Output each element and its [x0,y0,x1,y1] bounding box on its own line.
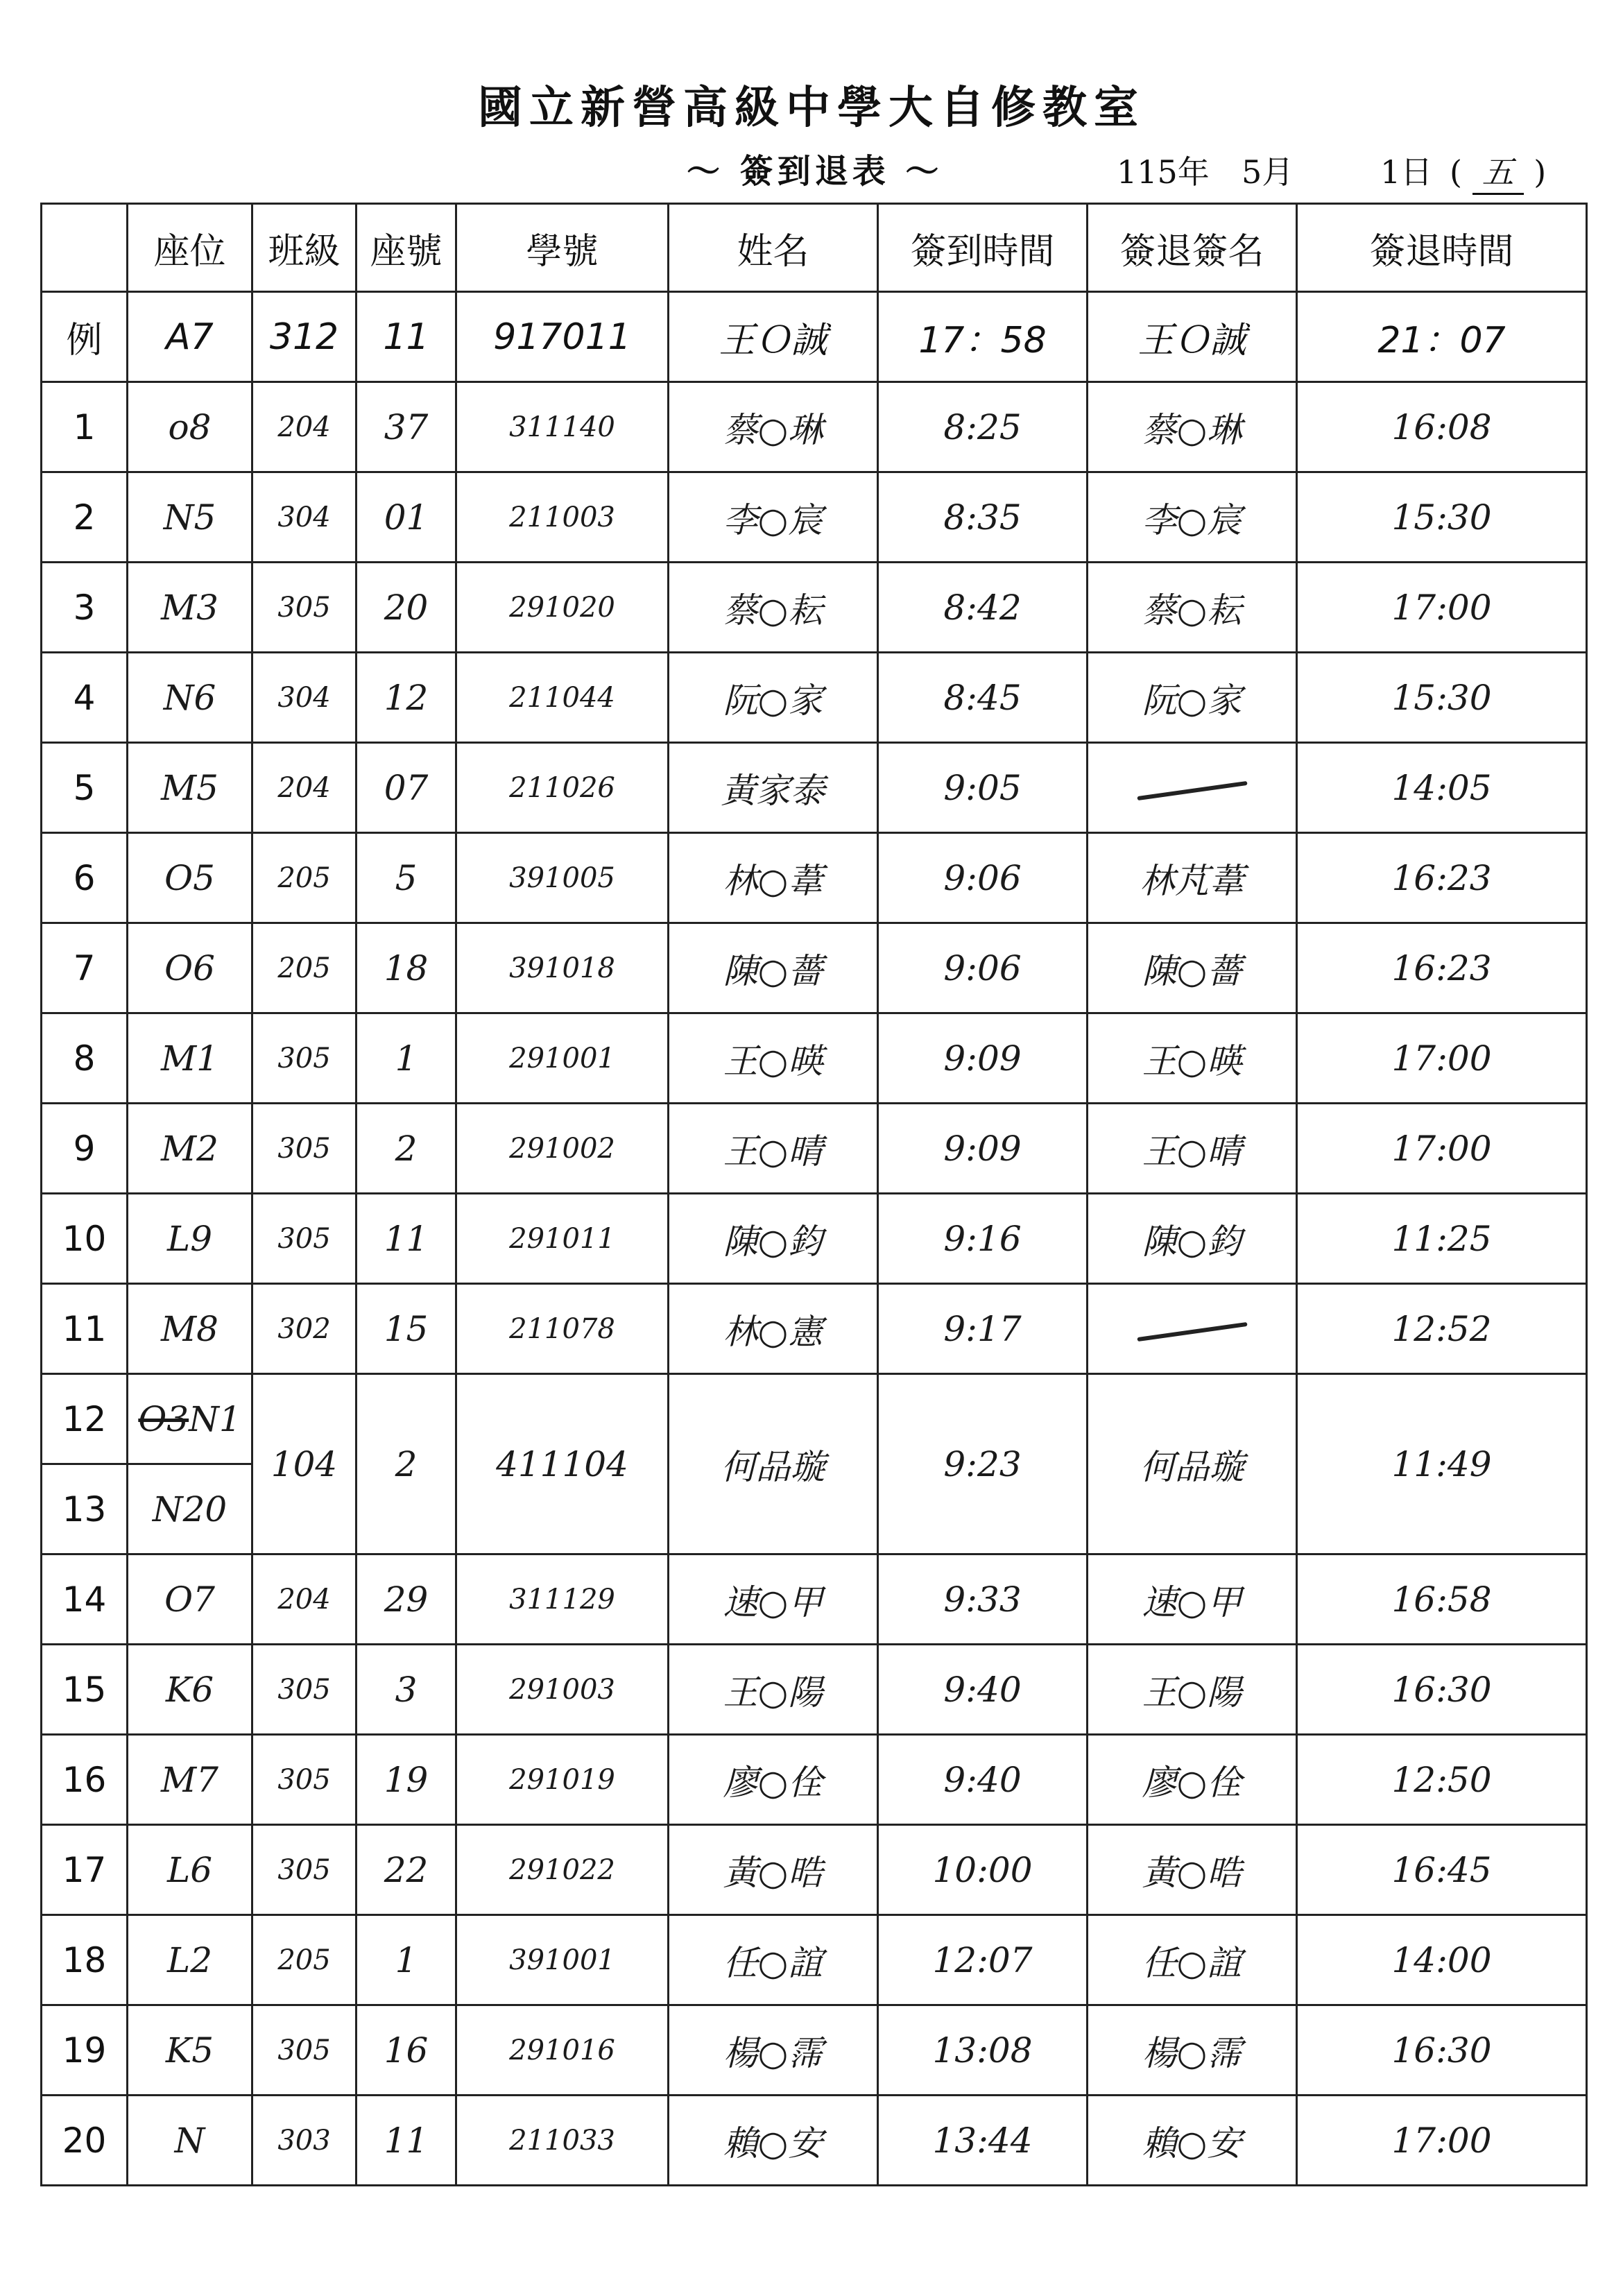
cell-class: 305 [252,563,357,653]
cell-seat-number: 11 [357,2096,456,2186]
cell-seat: L2 [128,1915,252,2005]
cell-seat-number: 3 [357,1645,456,1735]
example-row [42,292,1587,382]
row-number: 4 [42,653,128,743]
cell-student-id: 311140 [456,382,669,472]
cell-seat [128,1374,252,1464]
cell-seat-number: 37 [357,382,456,472]
cell-seat-number: 01 [357,472,456,563]
cell-sign-in-time: 9:06 [878,923,1088,1013]
weekday-open: ( [1450,153,1462,191]
cell-seat-number: 11 [357,1194,456,1284]
cell-student-id: 391001 [456,1915,669,2005]
row-number: 19 [42,2005,128,2096]
cell-name: 王○晴 [669,1104,878,1194]
cell-class: 304 [252,472,357,563]
cell-sign-in-time: 9:40 [878,1735,1088,1825]
cell-seat-number: 1 [357,1915,456,2005]
cell-student-id: 291002 [456,1104,669,1194]
weekday-close: ) [1534,153,1547,191]
cell-class: 204 [252,1554,357,1645]
cell-sign-in-time: 13:08 [878,2005,1088,2096]
table-row [42,833,1587,923]
header-seat: 座位 [128,204,252,292]
signature-scribble [1137,1321,1247,1341]
header-seat-number: 座號 [357,204,456,292]
cell-sign-out-time: 17:00 [1297,1013,1587,1104]
cell-sign-out-signature: 王○晴 [1088,1104,1297,1194]
cell-seat: M1 [128,1013,252,1104]
cell-sign-in-time: 8:45 [878,653,1088,743]
cell-sign-in-time: 9:05 [878,743,1088,833]
cell-sign-in-time: 10:00 [878,1825,1088,1915]
cell-student-id: 291011 [456,1194,669,1284]
cell-sign-out-time: 16:45 [1297,1825,1587,1915]
row-number: 6 [42,833,128,923]
cell-class: 305 [252,1194,357,1284]
cell-seat: M3 [128,563,252,653]
cell-class: 204 [252,743,357,833]
cell-sign-out-time: 12:52 [1297,1284,1587,1374]
cell-student-id: 411104 [456,1374,669,1554]
sheet-subtitle: ～ 簽到退表 ～ [687,152,943,191]
cell-student-id: 291016 [456,2005,669,2096]
cell-sign-out-signature: 王○暎 [1088,1013,1297,1104]
cell-sign-in-time: 9:23 [878,1374,1088,1554]
cell-seat: N5 [128,472,252,563]
cell-sign-out-signature: 陳○鈞 [1088,1194,1297,1284]
date-month: 5月 [1242,153,1294,191]
cell-name: 蔡○琳 [669,382,878,472]
cell-seat-number: 5 [357,833,456,923]
cell-class: 305 [252,1104,357,1194]
cell-sign-in-time: 9:33 [878,1554,1088,1645]
cell-seat-number: 11 [357,292,456,382]
cell-sign-out-signature: 蔡○耘 [1088,563,1297,653]
struck-seat: O3 [138,1398,189,1439]
cell-sign-out-time: 15:30 [1297,472,1587,563]
cell-sign-out-time: 16:58 [1297,1554,1587,1645]
cell-class: 305 [252,1013,357,1104]
row-number: 15 [42,1645,128,1735]
cell-sign-out-signature: 陳○薔 [1088,923,1297,1013]
header-class: 班級 [252,204,357,292]
cell-sign-in-time: 12:07 [878,1915,1088,2005]
page-title: 國立新營高級中學大自修教室 [478,82,1145,134]
header-student-id: 學號 [456,204,669,292]
cell-sign-in-time: 9:09 [878,1104,1088,1194]
cell-sign-out-signature: 賴○安 [1088,2096,1297,2186]
table-row [42,2096,1587,2186]
cell-class: 305 [252,1825,357,1915]
table-row [42,923,1587,1013]
cell-seat: K6 [128,1645,252,1735]
cell-sign-out-time: 15:30 [1297,653,1587,743]
row-number: 8 [42,1013,128,1104]
cell-sign-out-signature: 速○甲 [1088,1554,1297,1645]
cell-sign-out-time: 16:23 [1297,923,1587,1013]
cell-student-id: 291003 [456,1645,669,1735]
cell-class: 205 [252,1915,357,2005]
header-sign-out-time: 簽退時間 [1297,204,1587,292]
cell-sign-out-signature: 阮○家 [1088,653,1297,743]
cell-student-id: 211078 [456,1284,669,1374]
cell-class: 303 [252,2096,357,2186]
cell-name: 陳○鈞 [669,1194,878,1284]
cell-name: 阮○家 [669,653,878,743]
table-row [42,563,1587,653]
table-row [42,2005,1587,2096]
row-number: 例 [42,292,128,382]
row-number: 18 [42,1915,128,2005]
cell-class: 204 [252,382,357,472]
table-row [42,1915,1587,2005]
cell-name: 速○甲 [669,1554,878,1645]
cell-seat: O5 [128,833,252,923]
cell-sign-out-time: 17:00 [1297,1104,1587,1194]
cell-sign-out-signature: 李○宸 [1088,472,1297,563]
cell-student-id: 291019 [456,1735,669,1825]
cell-sign-out-time: 12:50 [1297,1735,1587,1825]
cell-seat: M8 [128,1284,252,1374]
table-row [42,1194,1587,1284]
cell-seat: O7 [128,1554,252,1645]
cell-class: 104 [252,1374,357,1554]
cell-seat-number: 2 [357,1104,456,1194]
row-number: 13 [42,1464,128,1554]
cell-sign-out-signature [1088,743,1297,833]
cell-seat-number: 15 [357,1284,456,1374]
cell-sign-out-time: 16:23 [1297,833,1587,923]
cell-class: 302 [252,1284,357,1374]
table-row [42,1645,1587,1735]
cell-seat: L6 [128,1825,252,1915]
cell-name: 王○陽 [669,1645,878,1735]
cell-seat: K5 [128,2005,252,2096]
cell-sign-in-time: 8:25 [878,382,1088,472]
cell-sign-out-signature: 何品璇 [1088,1374,1297,1554]
cell-sign-out-time: 21：07 [1297,292,1587,382]
table-row [42,1735,1587,1825]
cell-sign-in-time: 9:06 [878,833,1088,923]
row-number: 16 [42,1735,128,1825]
cell-sign-in-time: 8:35 [878,472,1088,563]
cell-sign-out-signature: 蔡○琳 [1088,382,1297,472]
cell-name: 林○憲 [669,1284,878,1374]
row-number: 3 [42,563,128,653]
row-number: 20 [42,2096,128,2186]
cell-seat: A7 [128,292,252,382]
cell-student-id: 917011 [456,292,669,382]
cell-sign-out-signature: 王Ｏ誠 [1088,292,1297,382]
cell-class: 205 [252,923,357,1013]
cell-sign-out-time: 11:49 [1297,1374,1587,1554]
cell-student-id: 391005 [456,833,669,923]
cell-class: 305 [252,2005,357,2096]
cell-name: 廖○佺 [669,1735,878,1825]
cell-seat-number: 20 [357,563,456,653]
cell-sign-out-time: 14:05 [1297,743,1587,833]
cell-seat: N6 [128,653,252,743]
cell-sign-out-signature: 王○陽 [1088,1645,1297,1735]
header-name: 姓名 [669,204,878,292]
cell-sign-out-time: 17:00 [1297,2096,1587,2186]
cell-sign-out-signature: 林芃葦 [1088,833,1297,923]
table-row-merged [42,1374,1587,1464]
date-day: 1日 [1380,153,1433,191]
cell-student-id: 291001 [456,1013,669,1104]
cell-student-id: 291022 [456,1825,669,1915]
row-number: 1 [42,382,128,472]
cell-seat: N [128,2096,252,2186]
cell-name: 楊○霈 [669,2005,878,2096]
cell-name: 黃家泰 [669,743,878,833]
cell-student-id: 211033 [456,2096,669,2186]
cell-sign-out-signature [1088,1284,1297,1374]
row-number: 7 [42,923,128,1013]
cell-sign-out-time: 17:00 [1297,563,1587,653]
cell-seat-number: 18 [357,923,456,1013]
cell-sign-out-time: 11:25 [1297,1194,1587,1284]
header-sign-out-signature: 簽退簽名 [1088,204,1297,292]
cell-sign-out-signature: 廖○佺 [1088,1735,1297,1825]
cell-seat-number: 29 [357,1554,456,1645]
cell-sign-in-time: 9:17 [878,1284,1088,1374]
cell-name: 陳○薔 [669,923,878,1013]
cell-seat: M5 [128,743,252,833]
cell-sign-out-time: 16:30 [1297,1645,1587,1735]
cell-student-id: 211003 [456,472,669,563]
cell-name: 何品璇 [669,1374,878,1554]
cell-sign-in-time: 9:16 [878,1194,1088,1284]
cell-sign-in-time: 8:42 [878,563,1088,653]
cell-student-id: 211026 [456,743,669,833]
signature-scribble [1137,780,1247,800]
table-row [42,1284,1587,1374]
cell-seat: O6 [128,923,252,1013]
date-year: 115年 [1117,153,1210,191]
cell-sign-out-time: 16:08 [1297,382,1587,472]
seat-value: N1 [189,1398,241,1439]
row-number: 10 [42,1194,128,1284]
table-row [42,472,1587,563]
table-row [42,1104,1587,1194]
cell-student-id: 311129 [456,1554,669,1645]
row-number: 14 [42,1554,128,1645]
cell-name: 任○誼 [669,1915,878,2005]
cell-seat-number: 22 [357,1825,456,1915]
cell-seat: L9 [128,1194,252,1284]
cell-class: 205 [252,833,357,923]
cell-sign-in-time: 9:09 [878,1013,1088,1104]
table-row [42,1013,1587,1104]
cell-sign-out-signature: 黃○晧 [1088,1825,1297,1915]
cell-sign-in-time: 9:40 [878,1645,1088,1735]
header-index [42,204,128,292]
cell-seat-number: 07 [357,743,456,833]
cell-seat: M2 [128,1104,252,1194]
cell-seat-number: 1 [357,1013,456,1104]
cell-sign-out-time: 14:00 [1297,1915,1587,2005]
sign-in-table [40,203,1588,2186]
header-sign-in-time: 簽到時間 [878,204,1088,292]
cell-seat-number: 16 [357,2005,456,2096]
cell-class: 312 [252,292,357,382]
table-row [42,1554,1587,1645]
cell-class: 305 [252,1735,357,1825]
cell-sign-in-time: 17：58 [878,292,1088,382]
table-row [42,1825,1587,1915]
cell-name: 黃○晧 [669,1825,878,1915]
cell-sign-out-time: 16:30 [1297,2005,1587,2096]
cell-name: 李○宸 [669,472,878,563]
row-number: 2 [42,472,128,563]
cell-student-id: 391018 [456,923,669,1013]
cell-name: 蔡○耘 [669,563,878,653]
table-row [42,382,1587,472]
cell-seat: o8 [128,382,252,472]
cell-name: 林○葦 [669,833,878,923]
cell-name: 王Ｏ誠 [669,292,878,382]
row-number: 17 [42,1825,128,1915]
cell-sign-out-signature: 任○誼 [1088,1915,1297,2005]
date-weekday [1450,147,1546,195]
header-row [42,204,1587,292]
row-number: 11 [42,1284,128,1374]
row-number: 9 [42,1104,128,1194]
cell-seat-number: 2 [357,1374,456,1554]
cell-seat-number: 12 [357,653,456,743]
table-row [42,653,1587,743]
cell-name: 王○暎 [669,1013,878,1104]
cell-seat: N20 [128,1464,252,1554]
row-number: 12 [42,1374,128,1464]
cell-student-id: 211044 [456,653,669,743]
cell-seat-number: 19 [357,1735,456,1825]
cell-sign-out-signature: 楊○霈 [1088,2005,1297,2096]
row-number: 5 [42,743,128,833]
weekday-value: 五 [1472,147,1524,195]
cell-class: 304 [252,653,357,743]
cell-name: 賴○安 [669,2096,878,2186]
cell-seat: M7 [128,1735,252,1825]
cell-student-id: 291020 [456,563,669,653]
cell-class: 305 [252,1645,357,1735]
table-row [42,743,1587,833]
cell-sign-in-time: 13:44 [878,2096,1088,2186]
